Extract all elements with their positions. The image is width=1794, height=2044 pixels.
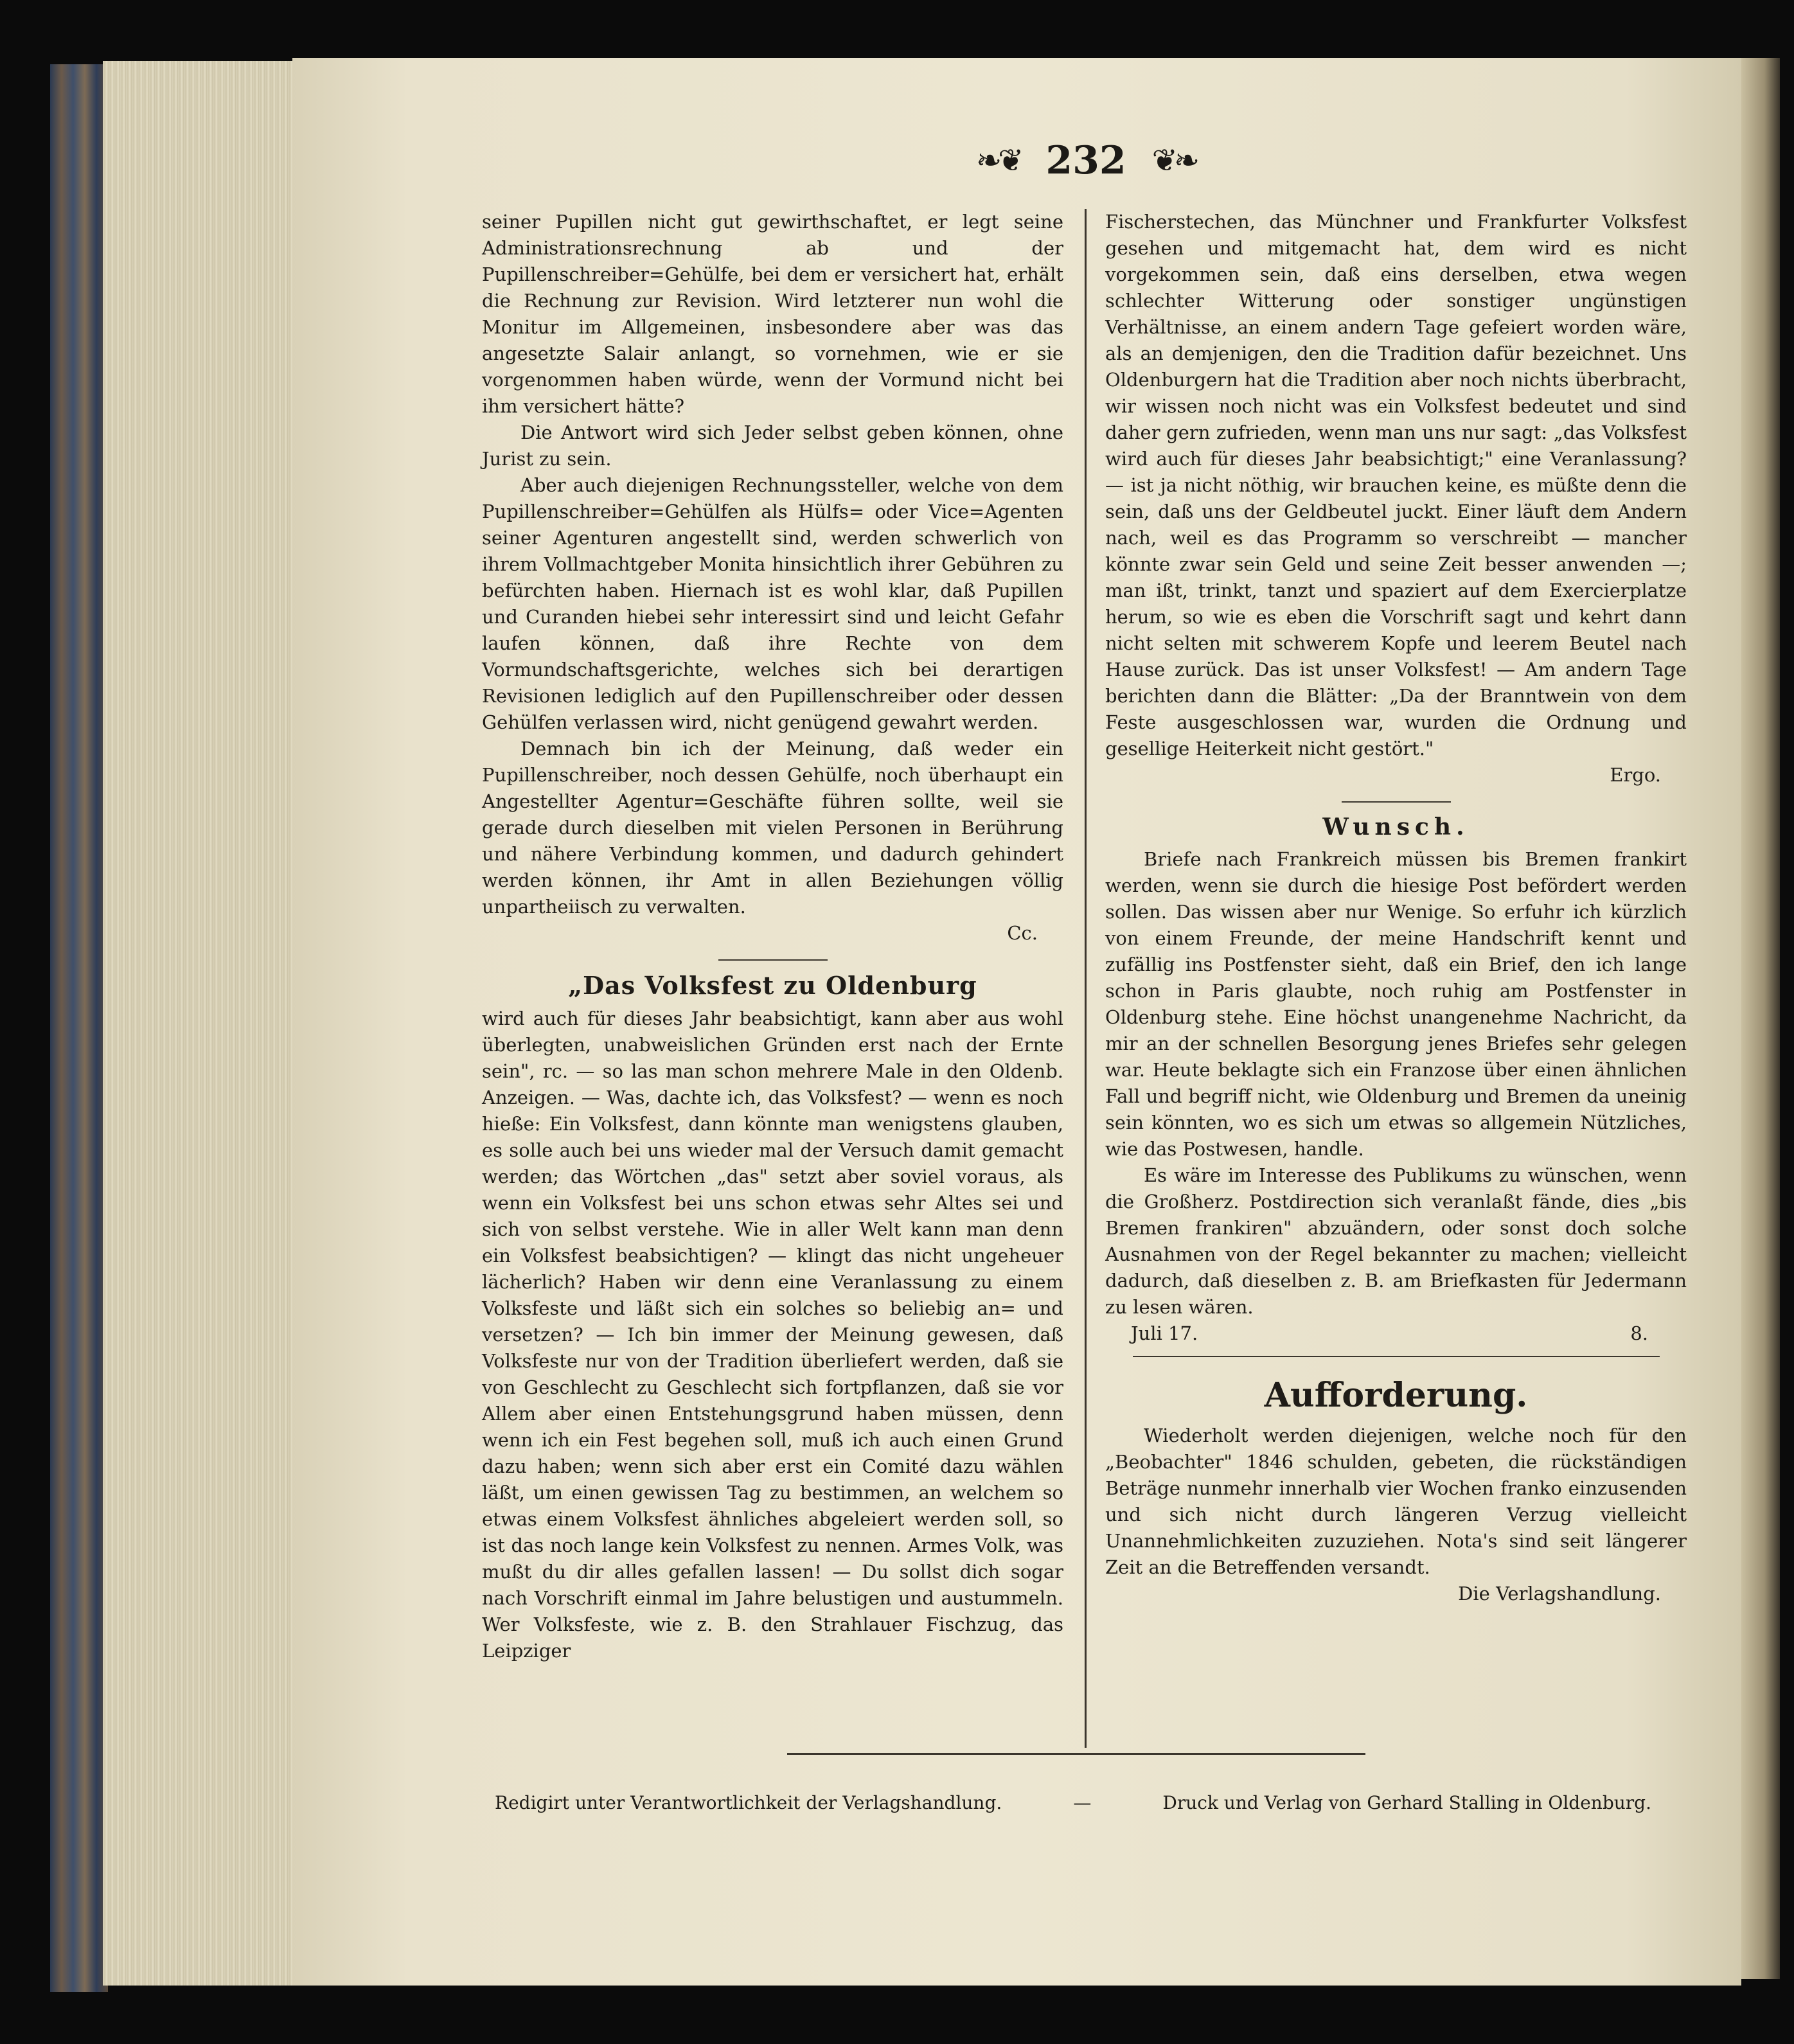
- section-divider: [1342, 801, 1451, 803]
- page-number: 232: [1045, 138, 1126, 183]
- footer: [495, 1786, 1651, 1818]
- footer-separator: —: [1073, 1791, 1092, 1813]
- footer-editor-note: Redigirt unter Verantwortlichkeit der Verlagshandlung.: [495, 1791, 1002, 1813]
- paragraph: wird auch für dieses Jahr beabsichtigt, kann aber aus wohl überlegten, unabweislichen Gründen erst nach der Ernte sein", rc. — so las man schon mehrere Male in den Oldenb. Anzeigen. — Was, dachte ich, das Volksfest? — wenn es noch hieße: Ein Volksfest, dann könnte man wenigstens glauben, es solle auch bei uns wieder mal der Versuch damit gemacht werden; das Wörtchen „das" setzt aber soviel voraus, als wenn ein Volksfest bei uns schon etwas sehr Altes sei und sich von selbst verstehe. Wie in aller Welt kann man denn ein Volksfest beabsichtigen? — klingt das nicht ungeheuer lächerlich? Haben wir denn eine Veranlassung zu einem Volksfeste und läßt sich ein solches so beliebig an= und versetzen? — Ich bin immer der Meinung gewesen, daß Volksfeste nur von der Tradition überliefert werden, daß sie von Geschlecht zu Geschlecht sich fortpflanzen, daß sie vor Allem aber einen Entstehungsgrund haben müssen, denn wenn ich ein Fest begehen soll, muß ich auch einen Grund dazu haben; wenn sich aber erst ein Comité dazu wählen läßt, um einen gewissen Tag zu bestimmen, an welchem so etwas einem Volksfest ähnliches abgeleiert werden soll, so ist das noch lange kein Volksfest zu nennen. Armes Volk, was mußt du dir alles gefallen lassen! — Du sollst dich sogar nach Vorschrift einmal im Jahre belustigen und austummeln. Wer Volksfeste, wie z. B. den Strahlauer Fischzug, das Leipziger: [482, 1008, 1063, 1662]
- notice-title: Aufforderung.: [1264, 1376, 1528, 1415]
- signature: Cc.: [1007, 922, 1038, 944]
- paragraph: Wiederholt werden diejenigen, welche noch für den „Beobachter" 1846 schulden, gebeten, die rückständigen Beträge nunmehr innerhalb vier Wochen franko einzusenden und sich nicht durch längeren Verzug vielleicht Unannehmlichkeiten zuzuziehen. Nota's sind seit längerer Zeit an die Betreffenden versandt.: [1105, 1425, 1687, 1578]
- signature: 8.: [1630, 1322, 1648, 1344]
- paragraph: Aber auch diejenigen Rechnungssteller, welche von dem Pupillenschreiber=Gehülfen als Hülfs= oder Vice=Agenten seiner Agenturen angestellt sind, werden schwerlich von ihrem Vollmachtgeber Monita hinsichtlich ihrer Gebühren zu befürchten haben. Hiernach ist es wohl klar, daß Pupillen und Curanden hiebei sehr interessirt sind und leicht Gefahr laufen können, daß ihre Rechte von dem Vormundschaftsgerichte, welches sich bei derartigen Revisionen lediglich auf den Pupillenschreiber oder dessen Gehülfen verlassen wird, nicht genügend gewahrt werden.: [482, 474, 1063, 733]
- paragraph: Fischerstechen, das Münchner und Frankfurter Volksfest gesehen und mitgemacht hat, dem wird es nicht vorgekommen sein, daß eins derselben, etwa wegen schlechter Witterung oder sonstiger ungünstigen Verhältnisse, an einem andern Tage gefeiert worden wäre, als an demjenigen, den die Tradition dafür bezeichnet. Uns Oldenburgern hat die Tradition aber noch nichts überbracht, wir wissen noch nicht was ein Volksfest bedeutet und sind daher gern zufrieden, wenn man uns nur sagt: „das Volksfest wird auch für dieses Jahr beabsichtigt;" eine Veranlassung? — ist ja nicht nöthig, wir brauchen keine, es müßte denn die sein, daß uns der Geldbeutel juckt. Einer läuft dem Andern nach, weil es das Programm so verschreibt — mancher könnte zwar sein Geld und seine Zeit besser anwenden —; man ißt, trinkt, tanzt und spaziert auf dem Exercierplatze herum, so wie es eben die Vorschrift sagt und kehrt dann nicht selten mit schwerem Kopfe und leerem Beutel nach Hause zurück. Das ist unser Volksfest! — Am andern Tage berichten dann die Blätter: „Da der Branntwein von dem Feste ausgeschlossen war, wurden die Ordnung und gesellige Heiterkeit nicht gestört.": [1105, 211, 1687, 760]
- left-column: [482, 209, 1063, 1664]
- ornament-left-icon: ❧❦: [975, 143, 1020, 179]
- ornament-right-icon: ❦❧: [1151, 143, 1196, 179]
- date-line: [1105, 1320, 1687, 1347]
- article-title: „Das Volksfest zu Oldenburg: [568, 971, 977, 1000]
- column-divider: [1085, 209, 1087, 1748]
- date: Juli 17.: [1131, 1322, 1198, 1344]
- page-header: [932, 135, 1240, 186]
- paragraph: Die Antwort wird sich Jeder selbst geben können, ohne Jurist zu sein.: [482, 422, 1063, 470]
- paragraph: Es wäre im Interesse des Publikums zu wünschen, wenn die Großherz. Postdirection sich veranlaßt fände, dies „bis Bremen frankiren" abzuändern, oder sonst doch solche Ausnahmen von der Regel bekannter zu machen; vielleicht dadurch, daß dieselben z. B. am Briefkasten für Jedermann zu lesen wären.: [1105, 1164, 1687, 1318]
- section-title: Wunsch.: [1322, 813, 1470, 840]
- book-fore-edge: [103, 61, 296, 1986]
- footer-rule: [787, 1753, 1365, 1755]
- signature: Ergo.: [1610, 764, 1661, 786]
- section-divider: [1133, 1356, 1660, 1357]
- paragraph: seiner Pupillen nicht gut gewirthschaftet, er legt seine Administrationsrechnung ab und der Pupillenschreiber=Gehülfe, bei dem er versichert hat, erhält die Rechnung zur Revision. Wird letzterer nun wohl die Monitur im Allgemeinen, insbesondere aber was das angesetzte Salair anlangt, so vornehmen, wie er sie vorgenommen haben würde, wenn der Vormund nicht bei ihm versichert hätte?: [482, 211, 1063, 417]
- footer-publisher-note: Druck und Verlag von Gerhard Stalling in Oldenburg.: [1162, 1791, 1651, 1813]
- section-divider: [718, 959, 828, 961]
- right-column: [1105, 209, 1687, 1607]
- paragraph: Briefe nach Frankreich müssen bis Bremen frankirt werden, wenn sie durch die hiesige Post befördert werden sollen. Das wissen aber nur Wenige. So erfuhr ich kürzlich von einem Freunde, der meine Handschrift kennt und zufällig ins Postfenster sieht, daß ein Brief, den ich lange schon in Paris glaubte, noch ruhig am Postfenster in Oldenburg stehe. Eine höchst unangenehme Nachricht, da mir an der schnellen Besorgung jenes Briefes sehr gelegen war. Heute beklagte sich ein Franzose über einen ähnlichen Fall und begriff nicht, wie Oldenburg und Bremen da uneinig sein könnten, wo es sich um etwas so allgemein Nützliches, wie das Postwesen, handle.: [1105, 848, 1687, 1160]
- book-right-edge: [1741, 58, 1780, 1979]
- book-spine: [50, 64, 108, 1992]
- signature: Die Verlagshandlung.: [1458, 1583, 1661, 1604]
- paragraph: Demnach bin ich der Meinung, daß weder ein Pupillenschreiber, noch dessen Gehülfe, noch überhaupt ein Angestellter Agentur=Geschäfte führen sollte, weil sie gerade durch dieselben mit vielen Personen in Berührung und nähere Verbindung kommen, und dadurch gehindert werden können, ihr Amt in allen Beziehungen völlig unpartheiisch zu verwalten.: [482, 738, 1063, 918]
